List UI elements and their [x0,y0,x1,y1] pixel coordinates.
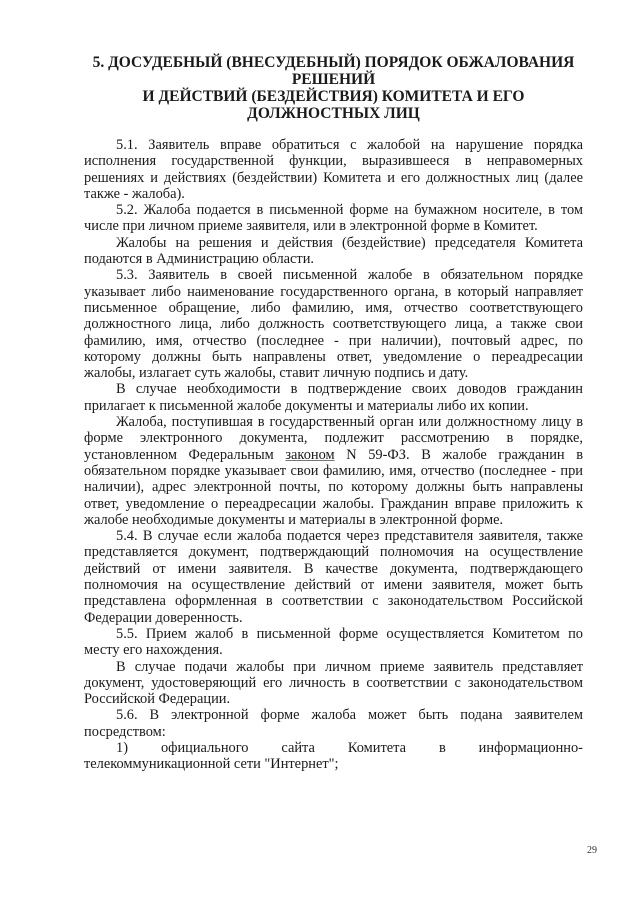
paragraph-5-4: 5.4. В случае если жалоба подается через представителя заявителя, также представляется документ, подтверждающий полномочия на осуществление действий от имени заявителя. В качестве документа, подтверждающего полномочия на осуществление действий от имени заявителя, может быть представлена оформленная в соответствии с законодательством Российской Федерации доверенность. [84,528,583,626]
paragraph-attachments: В случае необходимости в подтверждение своих доводов гражданин прилагает к письменной жалобе документы и материалы либо их копии. [84,381,583,414]
paragraph-electronic-complaint [84,414,583,528]
paragraph-5-6: 5.6. В электронной форме жалоба может быть подана заявителем посредством: [84,707,583,740]
paragraph-5-3: 5.3. Заявитель в своей письменной жалобе в обязательном порядке указывает либо наименование государственного органа, в который направляет письменное обращение, либо фамилию, имя, отчество соответствующего должностного лица, либо должность соответствующего лица, а также свои фамилию, имя, отчество (последнее - при наличии), почтовый адрес, по которому должны быть направлены ответ, уведомление о переадресации жалобы, излагает суть жалобы, ставит личную подпись и дату. [84,267,583,382]
list-word: информационно- [478,739,583,756]
document-body [84,137,583,740]
heading-line: И ДЕЙСТВИЙ (БЕЗДЕЙСТВИЯ) КОМИТЕТА И ЕГО ДОЛЖНОСТНЫХ ЛИЦ [142,88,525,122]
heading-line: 5. ДОСУДЕБНЫЙ (ВНЕСУДЕБНЫЙ) ПОРЯДОК ОБЖАЛОВАНИЯ РЕШЕНИЙ [92,54,575,88]
paragraph-chairman-complaints: Жалобы на решения и действия (бездействие) председателя Комитета подаются в Администрацию области. [84,234,583,268]
list-item-1-continuation: телекоммуникационной сети "Интернет"; [84,756,339,773]
list-word: Комитета [347,739,406,756]
paragraph-text: N 59-ФЗ. В жалобе гражданин в обязательном порядке указывает свои фамилию, имя, отчество (последнее - при наличии), адрес электронной почты, по которому должны быть направлены ответ, уведомление о переадресации жалобы. Гражданин вправе приложить к жалобе необходимые документы и материалы в электронной форме. [84,446,583,528]
paragraph-5-2: 5.2. Жалоба подается в письменной форме на бумажном носителе, в том числе при личном приеме заявителя, или в электронной форме в Комитет. [84,202,583,235]
list-word: в [438,739,446,756]
law-link[interactable]: законом [285,446,335,463]
list-word: официального [160,739,249,756]
page-number: 29 [587,845,597,856]
list-word: сайта [281,739,315,756]
paragraph-personal-reception: В случае подачи жалобы при личном приеме заявитель представляет документ, удостоверяющий его личность в соответствии с законодательством Российской Федерации. [84,658,583,708]
list-word: 1) [116,739,128,756]
section-heading [84,54,583,122]
list-item-1 [84,740,583,756]
paragraph-5-5: 5.5. Прием жалоб в письменной форме осуществляется Комитетом по месту его нахождения. [84,625,583,659]
paragraph-text: Жалоба, поступившая в государственный орган или должностному лицу в форме электронного документа, подлежит рассмотрению в порядке, установленном Федеральным [84,414,583,463]
paragraph-5-1: 5.1. Заявитель вправе обратиться с жалобой на нарушение порядка исполнения государственной функции, выразившееся в неправомерных решениях и действиях (бездействии) Комитета и его должностных лиц (далее также - жалоба). [84,137,583,202]
